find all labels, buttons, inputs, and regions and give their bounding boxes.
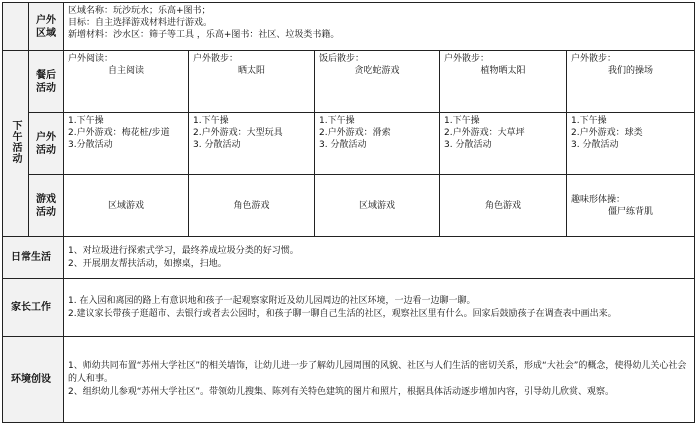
activity-line: 1.下午操 [68,116,104,126]
activity-line: 2.户外游戏：大草坪 [444,128,525,138]
after-meal-cell [64,51,189,113]
after-meal-cell [440,51,567,113]
game-activity-label: 游戏活动 [29,175,64,237]
outdoor-area-row [3,3,695,51]
outdoor-area-line: 新增材料：沙水区：筛子等工具 ，乐高+图书：社区、垃圾类书籍。 [68,30,340,40]
activity-line: 2.户外游戏：滑索 [319,128,391,138]
outdoor-area-label: 户外区域 [29,3,64,51]
game-activity-cell [567,175,695,237]
activity-line: 1.下午操 [193,116,229,126]
afternoon-label-cell [3,51,29,237]
outdoor-activity-cell [315,113,440,175]
outdoor-activity-row [3,113,695,175]
after-meal-row [3,51,695,113]
environment-content [64,337,695,423]
cell-content: 植物晒太阳 [480,66,526,76]
cell-title: 户外阅读： [68,54,114,64]
cell-title: 户外散步： [193,54,239,64]
activity-line: 3. 分散活动 [571,140,619,150]
parent-work-row [3,279,695,337]
outdoor-area-line: 目标：自主选择游戏材料进行游戏。 [68,18,213,28]
activity-line: 1.下午操 [571,116,607,126]
activity-line: 2.户外游戏：球类 [571,128,643,138]
game-activity-row [3,175,695,237]
environment-line: 1、师幼共同布置“苏州大学社区”的相关墙饰，让幼儿进一步了解幼儿园周围的风貌、社区与人们生活的密切关系，形成“大社会”的概念，使得幼儿关心社会的人和事。 [68,361,687,384]
parent-work-content [64,279,695,337]
game-activity-cell: 区域游戏 [315,175,440,237]
daily-life-content [64,237,695,279]
game-activity-cell: 角色游戏 [189,175,315,237]
activity-line: 3. 分散活动 [444,140,492,150]
environment-line: 2、组织幼儿参观“苏州大学社区”。带领幼儿搜集、陈列有关特色建筑的图片和照片，根据具体活动逐步增加内容，引导幼儿欣赏、观察。 [68,387,615,397]
left-strip-cell [3,3,29,51]
daily-life-row [3,237,695,279]
activity-line: 1.下午操 [444,116,480,126]
activity-line: 2.户外游戏：梅花桩/步道 [68,128,170,138]
outdoor-area-content [64,3,695,51]
activity-line: 3.分散活动 [68,140,113,150]
activity-line: 3. 分散活动 [319,140,367,150]
weekly-plan-table [2,2,695,423]
outdoor-area-line: 区域名称：玩沙玩水；乐高+图书； [68,6,211,16]
cell-title: 饭后散步： [319,54,365,64]
daily-life-line: 1、对垃圾进行探索式学习，最终养成垃圾分类的好习惯。 [68,245,299,256]
cell-content: 僵尸练背肌 [608,206,654,217]
activity-line: 1.下午操 [319,116,355,126]
environment-label: 环境创设 [3,337,64,423]
cell-content: 晒太阳 [237,66,265,76]
outdoor-activity-cell [567,113,695,175]
outdoor-activity-cell [440,113,567,175]
environment-row [3,337,695,423]
after-meal-cell [189,51,315,113]
game-activity-cell: 角色游戏 [440,175,567,237]
after-meal-cell [567,51,695,113]
cell-title: 户外散步： [444,54,490,64]
daily-life-line: 2、开展朋友帮扶活动，如擦桌，扫地。 [68,258,227,269]
cell-content: 贪吃蛇游戏 [354,66,400,76]
parent-work-label: 家长工作 [3,279,64,337]
outdoor-activity-cell [189,113,315,175]
afternoon-label: 下午活动 [10,119,21,164]
parent-work-line: 2.建议家长带孩子逛超市、去银行或者去公园时，和孩子聊一聊自己生活的社区，观察社区里有什么。回家后鼓励孩子在调查表中画出来。 [68,308,617,319]
cell-title: 户外散步： [571,54,617,64]
outdoor-activity-label: 户外活动 [29,113,64,175]
cell-content: 我们的操场 [608,66,654,76]
cell-content: 自主阅读 [107,66,144,76]
game-activity-cell: 区域游戏 [64,175,189,237]
activity-line: 2.户外游戏：大型玩具 [193,128,283,138]
outdoor-activity-cell [64,113,189,175]
after-meal-label: 餐后活动 [29,51,64,113]
daily-life-label: 日常生活 [3,237,64,279]
after-meal-cell [315,51,440,113]
activity-line: 3. 分散活动 [193,140,241,150]
cell-title: 趣味形体操： [571,194,626,205]
parent-work-line: 1. 在入园和离园的路上有意识地和孩子一起观察家附近及幼儿园周边的社区环境，一边看一边聊一聊。 [68,295,476,306]
